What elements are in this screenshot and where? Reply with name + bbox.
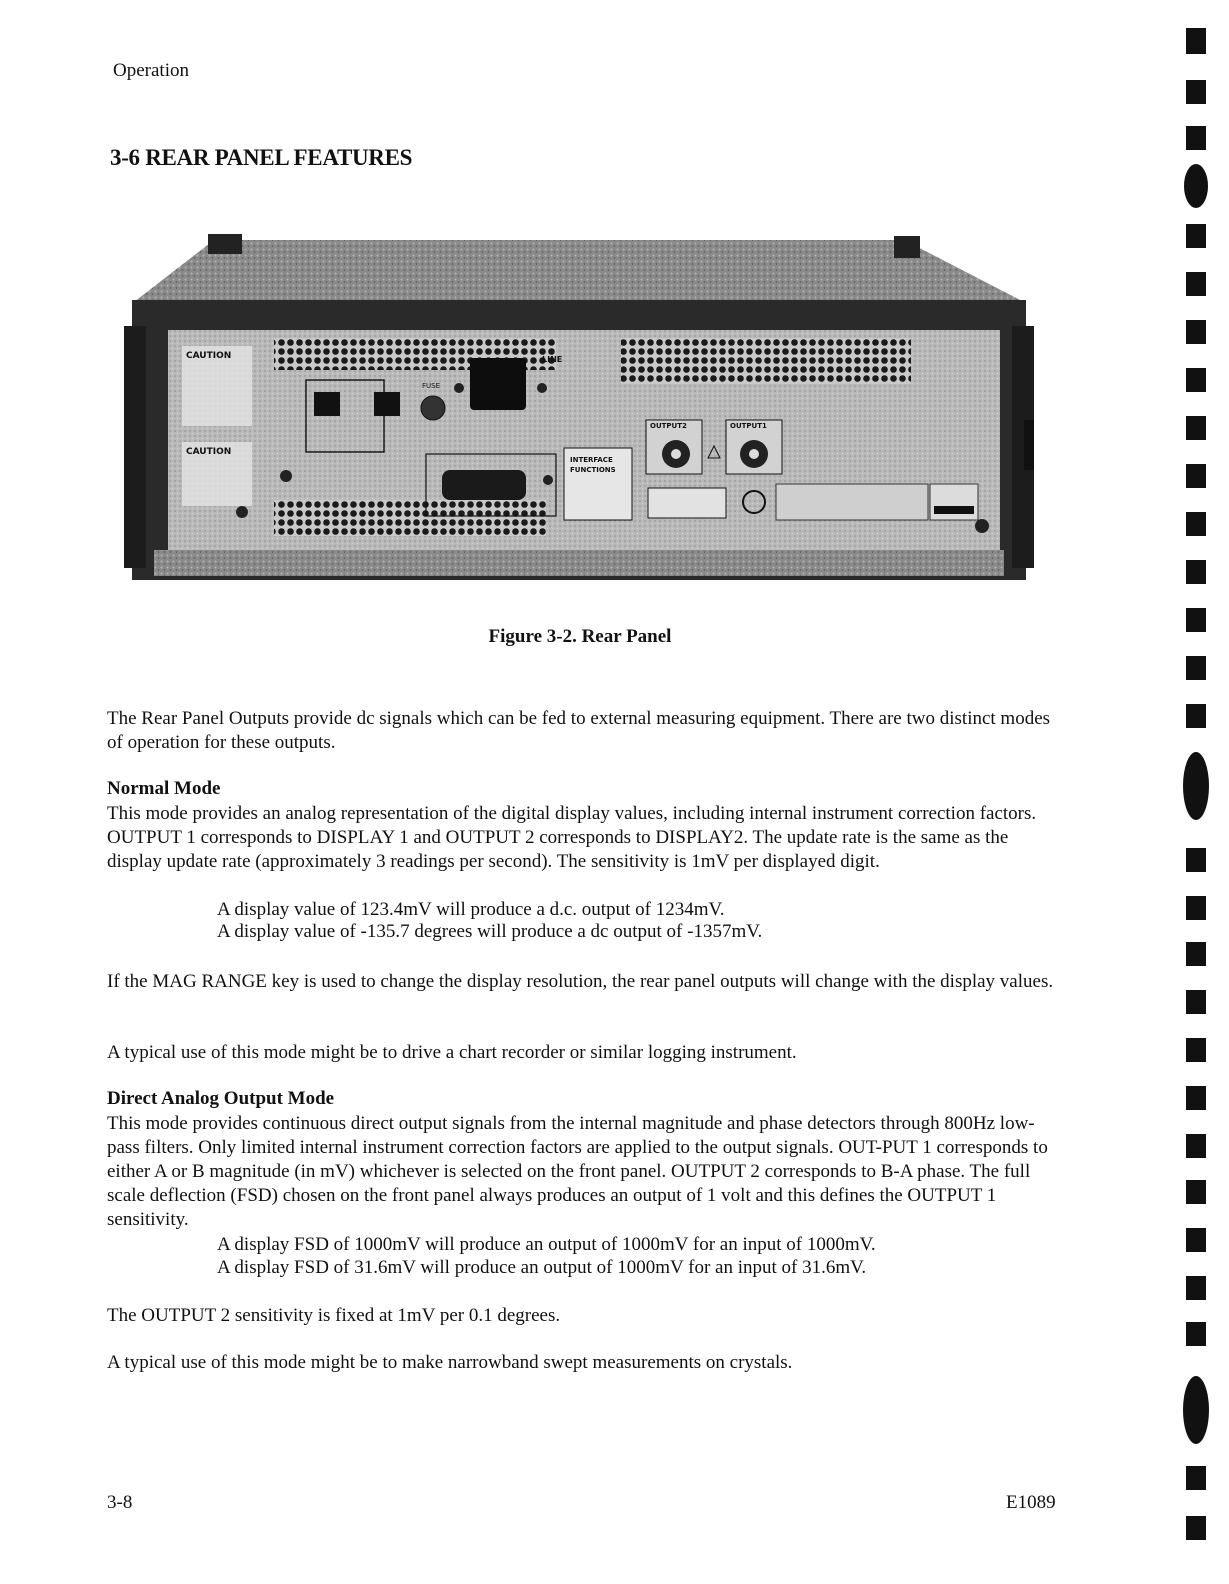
svg-text:CAUTION: CAUTION: [186, 447, 232, 457]
section-title: 3-6 REAR PANEL FEATURES: [110, 145, 413, 170]
svg-text:OUTPUT1: OUTPUT1: [730, 422, 767, 430]
normal-mode-example-2: A display value of -135.7 degrees will produce a dc output of -1357mV.: [217, 921, 763, 942]
running-header: Operation: [113, 60, 189, 81]
normal-mode-heading: Normal Mode: [107, 778, 221, 799]
page-number: 3-8: [107, 1492, 133, 1513]
svg-text:OUTPUT2: OUTPUT2: [650, 422, 687, 430]
svg-text:CAUTION: CAUTION: [186, 351, 232, 361]
figure-caption: Figure 3-2. Rear Panel: [488, 626, 672, 647]
direct-mode-heading: Direct Analog Output Mode: [107, 1088, 335, 1109]
direct-mode-paragraph: This mode provides continuous direct output signals from the internal magnitude and phase detectors through 800Hz low-pass filters. Only limited internal instrument correction factors are applied to the output signals. OUT-PUT 1 corresponds to either A or B magnitude (in mV) whichever is selected on the front panel. OUTPUT 2 corresponds to B-A phase. The full scale deflection (FSD) chosen on the front panel always produces an output of 1 volt and this defines the OUTPUT 1 sensitivity.: [107, 1113, 1048, 1230]
output2-sensitivity: The OUTPUT 2 sensitivity is fixed at 1mV per 0.1 degrees.: [107, 1305, 561, 1326]
binding-marks: [1180, 28, 1210, 1568]
typical-use-1: A typical use of this mode might be to drive a chart recorder or similar logging instrument.: [107, 1042, 797, 1063]
mag-range-paragraph: If the MAG RANGE key is used to change the display resolution, the rear panel outputs will change with the display values.: [107, 971, 1054, 992]
document-id: E1089: [1006, 1492, 1056, 1513]
normal-mode-paragraph: This mode provides an analog representation of the digital display values, including internal instrument correction factors. OUTPUT 1 corresponds to DISPLAY 1 and OUTPUT 2 corresponds to DISPLAY2. The update rate is the same as the display update rate (approximately 3 readings per second). The sensitivity is 1mV per displayed digit.: [107, 803, 1037, 872]
svg-text:LINE: LINE: [542, 355, 563, 364]
direct-mode-example-2: A display FSD of 31.6mV will produce an output of 1000mV for an input of 31.6mV.: [217, 1257, 867, 1278]
intro-paragraph: The Rear Panel Outputs provide dc signals which can be fed to external measuring equipment. There are two distinct modes of operation for these outputs.: [107, 708, 1051, 753]
svg-text:INTERFACE: INTERFACE: [570, 456, 613, 464]
svg-text:FUSE: FUSE: [422, 382, 441, 390]
typical-use-2: A typical use of this mode might be to make narrowband swept measurements on crystals.: [107, 1352, 793, 1373]
rear-panel-photo: [124, 230, 1034, 582]
direct-mode-example-1: A display FSD of 1000mV will produce an output of 1000mV for an input of 1000mV.: [217, 1234, 876, 1255]
svg-text:FUNCTIONS: FUNCTIONS: [570, 466, 616, 474]
normal-mode-example-1: A display value of 123.4mV will produce a d.c. output of 1234mV.: [217, 899, 725, 920]
